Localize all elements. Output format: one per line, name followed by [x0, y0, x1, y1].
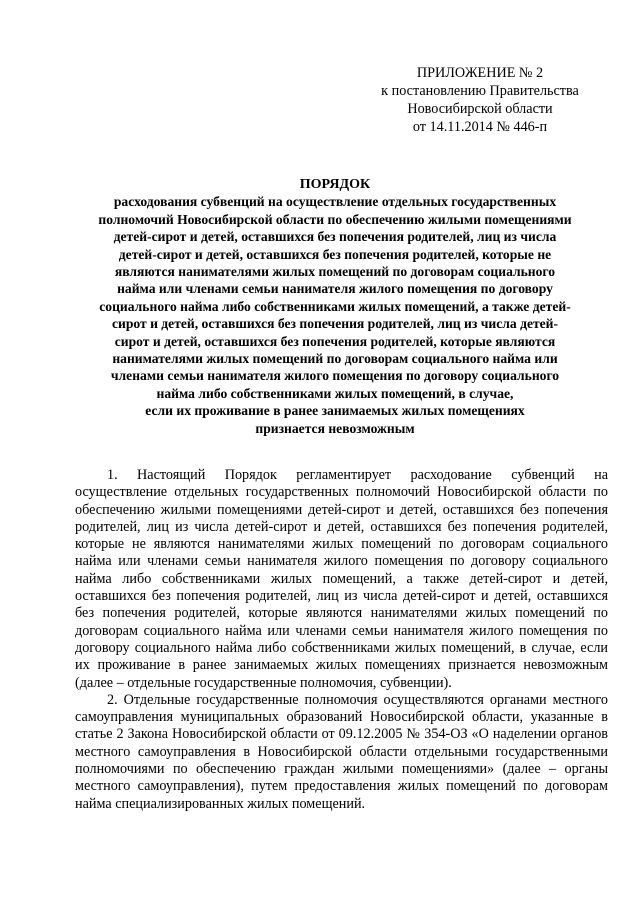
title-line: найма либо собственниками жилых помещений, в случае,: [156, 385, 514, 401]
title-line: полномочий Новосибирской области по обеспечению жилыми помещениями: [98, 211, 572, 227]
document-body: [75, 467, 608, 813]
appendix-resolution-label: к постановлению Правительства: [381, 83, 579, 99]
paragraph-1: 1. Настоящий Порядок регламентирует расходование субвенций на осуществление отдельных государственных полномочий Новосибирской области по обеспечению жилыми помещениями детей-сирот и детей, оставшихся без попечения родителей, лиц из числа детей-сирот и детей, оставшихся без попечения родителей, которые не являются нанимателями жилых помещений по договорам социального найма или членами семьи нанимателя жилого помещения по договору социального найма либо собственниками жилых помещений, а также детей-сирот и детей, оставшихся без попечения родителей, лиц из числа детей-сирот и детей, оставшихся без попечения родителей, которые являются нанимателями жилых помещений по договорам социального найма или членами семьи нанимателя жилого помещения по договору социального найма либо собственниками жилых помещений, в случае, если их проживание в ранее занимаемых жилых помещениях признается невозможным (далее – отдельные государственные полномочия, субвенции).: [75, 467, 608, 691]
document-title: [70, 176, 600, 437]
title-line: являются нанимателями жилых помещений по договорам социального: [114, 264, 556, 280]
title-line: детей-сирот и детей, оставшихся без попечения родителей, которые не: [118, 246, 552, 262]
appendix-region: Новосибирской области: [407, 101, 553, 117]
title-line: нанимателями жилых помещений по договорам социального найма или: [112, 351, 558, 367]
appendix-block: [370, 64, 590, 136]
title-line: найма или членами семьи нанимателя жилого помещения по договору: [117, 281, 553, 297]
title-line: сирот и детей, оставшихся без попечения родителей, лиц из числа детей-: [111, 316, 559, 332]
appendix-date-number: от 14.11.2014 № 446-п: [412, 119, 548, 135]
appendix-number: ПРИЛОЖЕНИЕ № 2: [416, 65, 544, 81]
title-line: членами семьи нанимателя жилого помещения по договору социального: [110, 368, 560, 384]
title-line: признается невозможным: [255, 420, 415, 436]
title-line: если их проживание в ранее занимаемых жилых помещениях: [145, 403, 525, 419]
title-line: сирот и детей, оставшихся без попечения родителей, которые являются: [114, 333, 556, 349]
title-line: расходования субвенций на осуществление отдельных государственных: [113, 194, 557, 210]
paragraph-2: 2. Отдельные государственные полномочия осуществляются органами местного самоуправления муниципальных образований Новосибирской области, указанные в статье 2 Закона Новосибирской области от 09.12.2005 № 354-ОЗ «О наделении органов местного самоуправления в Новосибирской области отдельными государственными полномочиями по обеспечению граждан жилыми помещениями» (далее – органы местного самоуправления), путем предоставления жилых помещений по договорам найма специализированных жилых помещений.: [75, 691, 608, 812]
title-line: детей-сирот и детей, оставшихся без попечения родителей, лиц из числа: [113, 229, 557, 245]
title-line: социального найма либо собственниками жилых помещений, а также детей-: [99, 298, 571, 314]
title-heading: ПОРЯДОК: [299, 177, 371, 192]
